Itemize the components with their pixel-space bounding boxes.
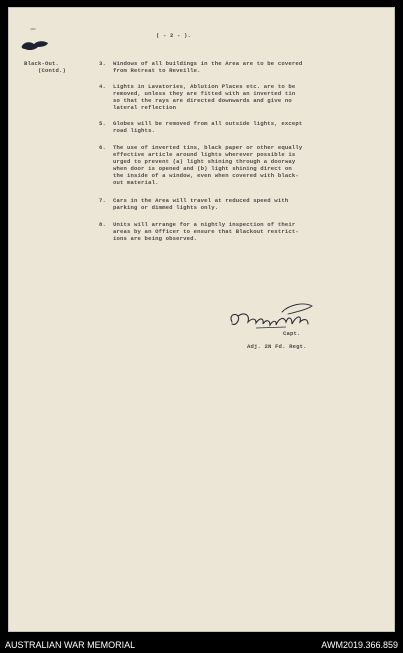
ink-blot (20, 40, 50, 52)
item-6-line-5: the inside of a window, even when covered with black- (113, 172, 299, 179)
item-3-line-2: from Retreat to Reveille. (113, 67, 201, 74)
margin-note-line-1: Black-Out. (24, 60, 60, 67)
item-6-line-3: urged to prevent (a) light shining through a doorway (113, 158, 296, 165)
item-4-line-3: so that the rays are directed downwards and give no (113, 97, 292, 104)
item-5-line-2: road lights. (113, 127, 156, 134)
item-4-line-2: removed, unless they are fitted with an inverted tin (113, 90, 296, 97)
item-3-line-1: Windows of all buildings in the Area are to be covered (113, 60, 303, 67)
item-4-line-4: lateral reflection (113, 104, 177, 111)
footer-accession-number: AWM2019.366.859 (321, 640, 398, 650)
item-8-line-1: Units will arrange for a nightly inspection of their (113, 221, 296, 228)
item-number-8: 8. (99, 221, 107, 228)
item-7-line-2: parking or dimmed lights only. (113, 204, 219, 211)
item-number-6: 6. (99, 144, 107, 151)
signature-rank: Capt. (283, 330, 301, 337)
item-6-line-2: effective article around lights wherever possible is (113, 151, 296, 158)
item-number-4: 4. (99, 83, 107, 90)
item-number-3: 3. (99, 60, 107, 67)
item-number-5: 5. (99, 120, 107, 127)
item-6-line-4: when door is opened and (b) light shining direct on (113, 165, 292, 172)
item-8-line-3: ions are being observed. (113, 235, 198, 242)
signature-title: Adj. 2N Fd. Regt. (247, 343, 307, 350)
margin-note-line-2: (Contd.) (38, 67, 67, 74)
item-6-line-1: The use of inverted tins, black paper or other equally (113, 144, 303, 151)
item-5-line-1: Globes will be removed from all outside lights, except (113, 120, 303, 127)
item-7-line-1: Cars in the Area will travel at reduced speed with (113, 197, 289, 204)
item-number-7: 7. (99, 197, 107, 204)
page-header: ( - 2 - ). (156, 32, 192, 39)
item-4-line-1: Lights in Lavatories, Ablution Places etc. are to be (113, 83, 296, 90)
punch-hole-mark (29, 27, 37, 31)
item-6-line-6: out material. (113, 179, 159, 186)
handwritten-signature (226, 300, 316, 338)
item-8-line-2: areas by an Officer to ensure that Blackout restrict- (113, 228, 299, 235)
footer-institution: AUSTRALIAN WAR MEMORIAL (5, 640, 136, 650)
